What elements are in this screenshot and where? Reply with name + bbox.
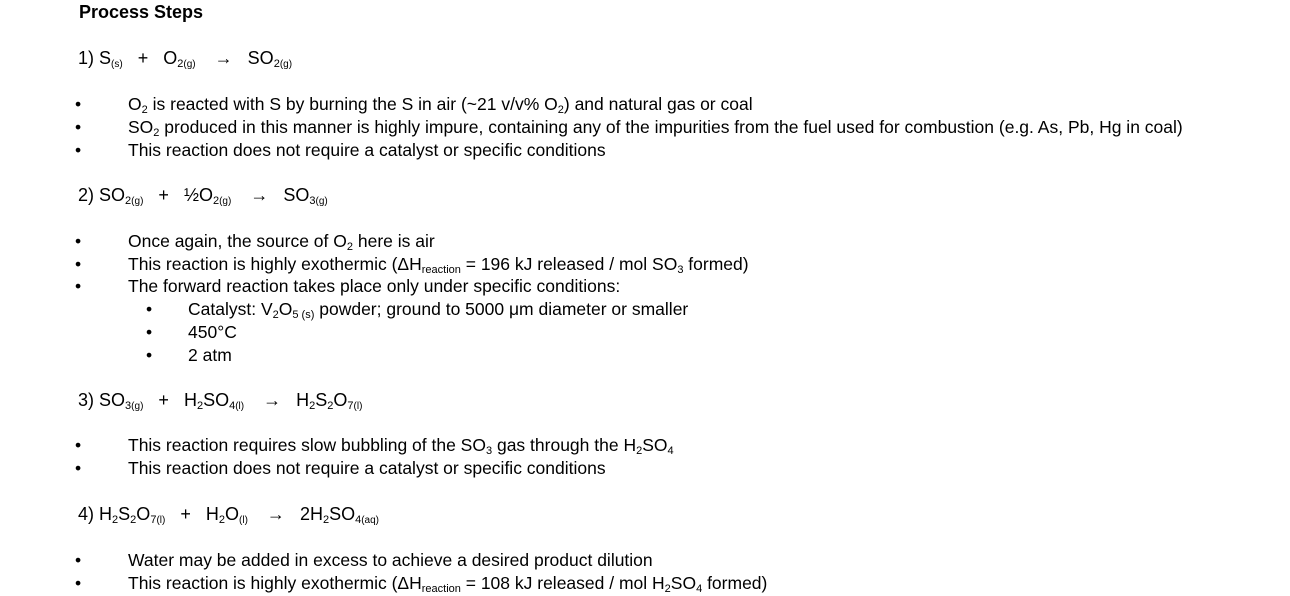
reactant-2: ½O — [183, 185, 213, 205]
step-number: 1) — [78, 48, 95, 68]
equation-step-1 — [78, 48, 292, 69]
step-number: 2) — [78, 185, 95, 205]
bullet-dot-icon: • — [75, 550, 82, 570]
reactant-1: H — [99, 504, 113, 524]
bullet-dot-icon: • — [75, 231, 82, 251]
product: SO — [247, 48, 274, 68]
section-title: Process Steps — [79, 2, 204, 22]
reactant-1: S — [99, 48, 112, 68]
bullet-dot-icon: • — [75, 435, 82, 455]
state-label: (g) — [183, 59, 196, 70]
step-number: 3) — [78, 390, 95, 410]
state-label: (s) — [111, 59, 123, 70]
bullet-dot-icon: • — [75, 140, 82, 160]
equation-step-4: 4) $H_2S_2O_{7(l)} + H_2O_{(l)} \to 2H_2SO_{4(aq)}$ — [78, 504, 380, 526]
plus-sign: + — [158, 390, 169, 410]
bullet-dot-icon: • — [146, 322, 153, 342]
product: H — [296, 390, 310, 410]
subscript: 2 — [177, 58, 184, 70]
subscript: 2 — [273, 58, 280, 70]
step-number: 4) — [78, 504, 95, 524]
reactant-1: SO — [99, 390, 126, 410]
product: SO — [283, 185, 310, 205]
reactant-2: H — [183, 390, 197, 410]
reaction-arrow: → — [263, 390, 282, 410]
bullet-dot-icon: • — [75, 254, 82, 274]
reaction-arrow: → — [250, 185, 269, 205]
bullet-dot-icon: • — [75, 94, 82, 114]
product: 2H — [299, 504, 323, 524]
equation-step-3: 3) $SO_{3(g)} + H_2SO_{4(l)} \to H_2S_2O_{7(l)}$ — [78, 390, 363, 412]
plus-sign: + — [180, 504, 191, 524]
bullet-dot-icon: • — [75, 458, 82, 478]
reaction-arrow: → — [214, 48, 233, 68]
bullet-dot-icon: • — [75, 573, 82, 593]
bullet-dot-icon: • — [146, 299, 153, 319]
state-label: (g) — [279, 59, 293, 70]
reactant-2: H — [205, 504, 219, 524]
plus-sign: + — [137, 48, 149, 68]
reactant-1: SO — [99, 185, 126, 205]
plus-sign: + — [158, 185, 169, 205]
reactant-2: O — [163, 48, 178, 68]
bullet-dot-icon: • — [146, 345, 153, 365]
equation-step-2: 2) $SO_{2(g)}$ + $\frac{1}{2}O_{2(g)} \to SO_{3(g)}$ — [78, 185, 328, 207]
bullet-dot-icon: • — [75, 276, 82, 296]
bullet-dot-icon: • — [75, 117, 82, 137]
reaction-arrow: → — [266, 504, 285, 524]
document-page: Process Steps 1) $S_{(s)} + O_{2(g)} \to SO_{2(g)}$ • $O_2$ is reacted with S by burning the S in air (~21 v/v% $O_2$) and natural gas or coal • $SO_2$ produced in this manner is highly impure, containing any of the impurities from the fuel used for combustion (e.g. As, Pb, Hg in coal) • This reaction does not require a catalyst or specific conditions 2) $SO_{2(g)}$ + $\frac{1}{2}O_{2(g)} \to SO_{3(g)}$ • Once again, the source of $O_2$ here is air • This reaction is highly exothermic ($\Delta H_{reaction} = 196$ kJ released / mol $SO_3$ formed) • The forward reaction takes place only under specific conditions: • Catalyst: $V_2O_{5 (s)}$ powder; ground to 5000 μm diameter or smaller • 450°C • 2 atm 3) $SO_{3(g)} + H_2SO_{4(l)} \to H_2S_2O_{7(l)}$ • This reaction requires slow bubbling of the $SO_3$ gas through the $H_2SO_4$ • This reaction does not require a catalyst or specific conditions 4) $H_2S_2O_{7(l)} + H_2O_{(l)} \to 2H_2SO_{4(aq)}$ • Water may be added in excess to achieve a desired product dilution • This reaction is highly exothermic ($\Delta H_{reaction} = 108$ kJ released / mol $H_2SO_4$ formed) — [75, 2, 1183, 595]
